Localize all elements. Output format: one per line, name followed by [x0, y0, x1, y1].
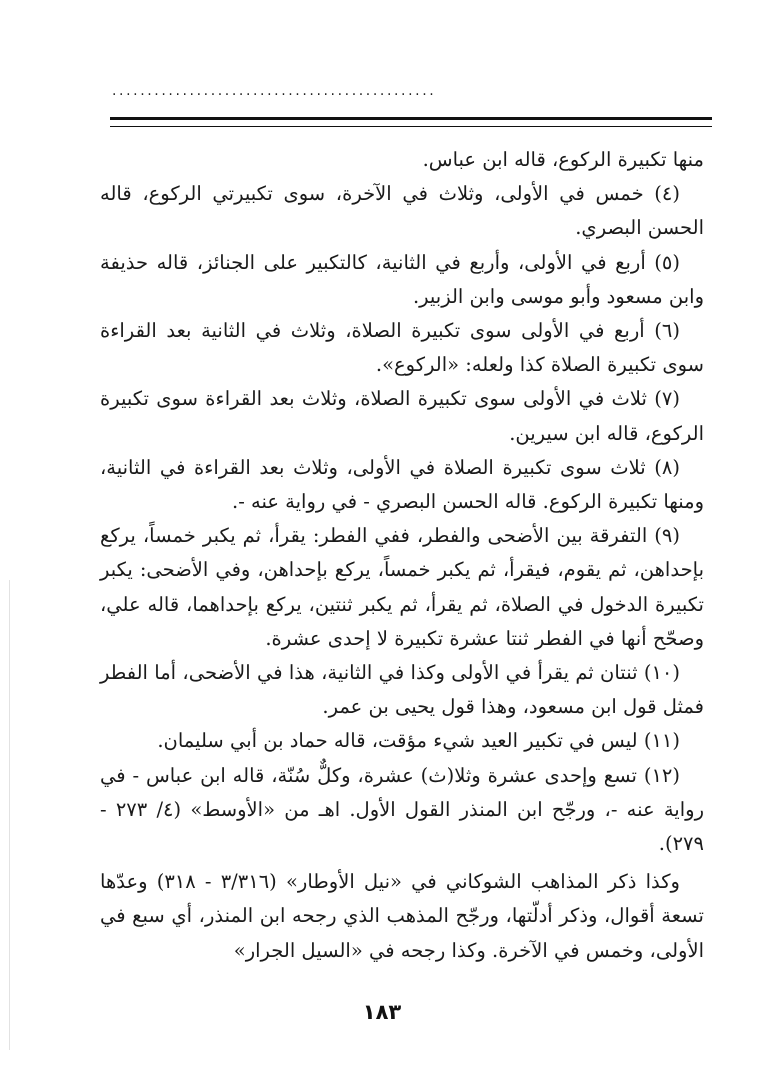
- scan-margin-shadow: [9, 580, 10, 1050]
- page-number: ١٨٣: [362, 1000, 402, 1024]
- header-rule-thin: [110, 126, 712, 127]
- header-dotted-leader: ..............................................: [112, 84, 437, 98]
- header-rule-thick: [110, 117, 712, 120]
- paragraph: (٩) التفرقة بين الأضحى والفطر، ففي الفطر: يقرأ، ثم يكبر خمساً، يركع بإحداهن، ثم يقوم، فيقرأ، ثم يكبر خمساً، يركع بإحداهن، وفي الأضحى: يكبر تكبيرة الدخول في الصلاة، ثم يقرأ، ثم يكبر ثنتين، يركع بإحداهما، قاله علي، وصحّح أنها في الفطر ثنتا عشرة تكبيرة لا إحدى عشرة.: [100, 524, 704, 650]
- paragraph: (٨) ثلاث سوى تكبيرة الصلاة في الأولى، وثلاث بعد القراءة في الثانية، ومنها تكبيرة الركوع. قاله الحسن البصري - في رواية عنه -.: [100, 455, 704, 514]
- paragraph: (٤) خمس في الأولى، وثلاث في الآخرة، سوى تكبيرتي الركوع، قاله الحسن البصري.: [100, 182, 704, 240]
- paragraph: وكذا ذكر المذاهب الشوكاني في «نيل الأوطار» (٣/٣١٦ - ٣١٨) وعدّها تسعة أقوال، وذكر أدلّتها، ورجّح المذهب الذي رجحه ابن المنذر، أي سبع في الأولى، وخمس في الآخرة. وكذا رجحه في «السيل الجرار»: [100, 870, 704, 962]
- paragraph: (٦) أربع في الأولى سوى تكبيرة الصلاة، وثلاث في الثانية بعد القراءة سوى تكبيرة الصلاة كذا ولعله: «الركوع».: [100, 319, 704, 377]
- paragraph: (٥) أربع في الأولى، وأربع في الثانية، كالتكبير على الجنائز، قاله حذيفة وابن مسعود وأبو موسى وابن الزبير.: [100, 250, 704, 308]
- paragraph: (١٢) تسع وإحدى عشرة وثلا(ث) عشرة، وكلٌّ سُنّة، قاله ابن عباس - في رواية عنه -، ورجّح ابن المنذر القول الأول. اهـ من «الأوسط» (٤/ ٢٧٣ - ٢٧٩).: [100, 763, 704, 856]
- page-body-text: [100, 143, 704, 968]
- paragraph: منها تكبيرة الركوع، قاله ابن عباس.: [422, 148, 704, 171]
- paragraph: (١١) ليس في تكبير العيد شيء مؤقت، قاله حماد بن أبي سليمان.: [157, 729, 680, 753]
- paragraph: (٧) ثلاث في الأولى سوى تكبيرة الصلاة، وثلاث بعد القراءة سوى تكبيرة الركوع، قاله ابن سيرين.: [100, 387, 704, 445]
- paragraph: (١٠) ثنتان ثم يقرأ في الأولى وكذا في الثانية، هذا في الأضحى، أما الفطر فمثل قول ابن مسعود، وهذا قول يحيى بن عمر.: [100, 661, 704, 719]
